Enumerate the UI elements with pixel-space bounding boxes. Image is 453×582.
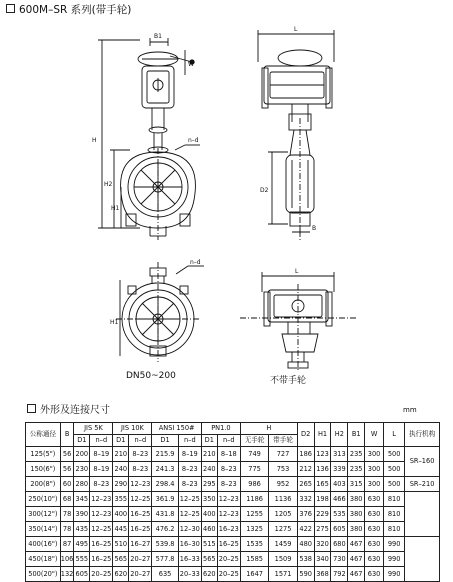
table-cell: 605 [331,522,348,537]
table-cell: 12–23 [90,492,113,507]
table-cell: 8–19 [178,447,201,462]
table-cell: 1585 [240,552,268,567]
table-cell: 460 [201,522,217,537]
table-cell: 150(6") [26,462,61,477]
table-cell: 320 [314,537,331,552]
table-cell: 8–23 [129,462,152,477]
table-cell: 1275 [269,522,297,537]
dim-label-l: L [294,26,298,33]
table-row [26,552,440,567]
table-cell-actuator: SR–210 [405,477,440,492]
table-cell-actuator: SR–160 [405,447,440,477]
table-cell: 16–33 [178,552,201,567]
dimensions-table [25,422,440,582]
caption-without-handwheel: 不带手轮 [270,376,307,386]
table-cell: 339 [331,462,348,477]
dim-label-nd-bottom: n–d [190,259,201,266]
table-cell: 605 [74,567,90,582]
table-cell: 106 [60,552,74,567]
table-cell: 620 [201,567,217,582]
table-cell: 295 [201,477,217,492]
header-jis10k: JIS 10K [113,423,152,435]
table-cell: 376 [297,507,314,522]
header-ansi: ANSI 150# [152,423,202,435]
table-cell: 400 [113,507,129,522]
table-cell: 12–30 [178,522,201,537]
table-cell: 730 [331,552,348,567]
table-cell: 87 [60,537,74,552]
table-cell: 403 [331,477,348,492]
table-cell: 56 [60,462,74,477]
table-cell: 810 [384,507,405,522]
checkbox-square-icon [27,404,36,413]
table-cell: 467 [348,552,365,567]
header-w: W [365,423,384,447]
table-cell: 210 [113,447,129,462]
table-cell: 315 [348,477,365,492]
table-cell: 240 [201,462,217,477]
table-cell: 345 [74,492,90,507]
table-cell: 215.9 [152,447,178,462]
table-cell: 300(12") [26,507,61,522]
table-cell: 630 [365,552,384,567]
table-cell: 20–25 [217,567,240,582]
table-cell: 250(10") [26,492,61,507]
table-cell: 8–19 [90,462,113,477]
header-h-without: 带手轮 [269,435,297,447]
table-cell: 136 [314,462,331,477]
header-actuator: 执行机构 [405,423,440,447]
dim-label-h1: H1 [111,205,120,212]
table-cell: 300 [365,447,384,462]
table-cell: 422 [297,522,314,537]
table-cell: 235 [348,447,365,462]
table-cell: 986 [240,477,268,492]
table-cell: 16–25 [129,522,152,537]
table-cell: 8–19 [90,447,113,462]
table-cell: 466 [331,492,348,507]
table-cell: 12–23 [217,507,240,522]
table-cell: 290 [113,477,129,492]
table-header-row [26,423,440,435]
table-cell: 16–25 [129,507,152,522]
table-cell: 78 [60,522,74,537]
table-cell: 241.3 [152,462,178,477]
table-cell: 515 [201,537,217,552]
table-cell: 990 [384,567,405,582]
table-cell: 810 [384,492,405,507]
table-body [26,447,440,582]
unit-label: mm [403,406,417,414]
section-title: 外形及连接尺寸 [40,405,110,416]
table-cell: 12–23 [217,492,240,507]
table-cell: 630 [365,537,384,552]
table-cell: 810 [384,522,405,537]
header-pn: PN1.0 [201,423,240,435]
header-ansi-nd: n–d [178,435,201,447]
table-cell: 240 [113,462,129,477]
table-cell: 300 [365,477,384,492]
header-h-with: 无手轮 [240,435,268,447]
table-cell: 230 [74,462,90,477]
table-cell: 1509 [269,552,297,567]
header-jis5k: JIS 5K [74,423,113,435]
table-cell: 229 [314,507,331,522]
dim-label-l-bottom: L [295,268,299,275]
table-cell: 380 [348,522,365,537]
table-cell: 235 [348,462,365,477]
table-cell: 680 [331,537,348,552]
table-cell: 361.9 [152,492,178,507]
table-cell: 450(18") [26,552,61,567]
header-l: L [384,423,405,447]
header-b1: B1 [348,423,365,447]
table-cell: 990 [384,552,405,567]
table-cell: 12–25 [90,522,113,537]
table-cell: 8–23 [129,447,152,462]
header-pn-nd: n–d [217,435,240,447]
table-cell: 8–18 [217,447,240,462]
table-cell: 620 [113,567,129,582]
header-jis5k-d1: D1 [74,435,90,447]
table-cell: 952 [269,477,297,492]
table-cell: 476.2 [152,522,178,537]
table-cell: 753 [269,462,297,477]
table-row [26,462,440,477]
table-cell: 20–27 [129,567,152,582]
table-cell: 20–25 [90,567,113,582]
table-cell: 630 [365,522,384,537]
dim-label-b: B [312,225,317,232]
table-cell: 20–27 [129,552,152,567]
header-h1: H1 [314,423,331,447]
table-cell: 68 [60,492,74,507]
dim-label-h: H [92,137,97,144]
table-cell: 340 [314,552,331,567]
table-cell: 12–23 [129,477,152,492]
table-cell: 350 [201,492,217,507]
header-nominal: 公称通径 [26,423,61,447]
header-ansi-d1: D1 [152,435,178,447]
table-cell: 123 [314,447,331,462]
table-cell: 186 [297,447,314,462]
table-cell: 16–27 [129,537,152,552]
table-cell: 577.8 [152,552,178,567]
table-cell: 565 [113,552,129,567]
table-cell: 555 [74,552,90,567]
table-cell: 12–25 [178,492,201,507]
table-cell: 16–25 [90,552,113,567]
table-cell: 20–25 [217,552,240,567]
header-h: H [240,423,297,435]
dim-label-d2: D2 [260,187,269,194]
header-h2: H2 [331,423,348,447]
table-cell: 445 [113,522,129,537]
table-cell: 1136 [269,492,297,507]
table-cell: 332 [297,492,314,507]
table-cell: 78 [60,507,74,522]
table-cell: 400(16") [26,537,61,552]
table-cell: 380 [348,492,365,507]
table-cell: 275 [314,522,331,537]
table-cell: 467 [348,567,365,582]
table-cell: 495 [74,537,90,552]
table-cell: 200 [74,447,90,462]
table-cell: 565 [201,552,217,567]
table-cell: 8–23 [217,477,240,492]
table-cell: 500 [384,462,405,477]
table-cell: 8–23 [178,462,201,477]
table-cell: 500 [384,447,405,462]
table-cell: 390 [74,507,90,522]
dim-label-h1-bottom: H1 [110,319,119,326]
table-cell: 539.8 [152,537,178,552]
caption-dn50-200: DN50~200 [126,371,176,381]
table-cell: 500 [384,477,405,492]
table-cell: 212 [297,462,314,477]
table-row [26,477,440,492]
table-cell: 16–25 [90,537,113,552]
table-cell: 500(20") [26,567,61,582]
table-cell: 210 [201,447,217,462]
table-cell: 630 [365,507,384,522]
table-cell: 16–30 [178,537,201,552]
table-cell: 792 [331,567,348,582]
table-row [26,567,440,582]
table-cell: 480 [297,537,314,552]
table-cell: 749 [240,447,268,462]
table-cell: 1571 [269,567,297,582]
header-pn-d1: D1 [201,435,217,447]
dim-label-b1: B1 [154,33,162,40]
table-cell: 8–23 [217,462,240,477]
table-cell: 1186 [240,492,268,507]
table-cell: 198 [314,492,331,507]
table-cell: 56 [60,447,74,462]
table-cell: 200(8") [26,477,61,492]
table-cell: 8–23 [90,477,113,492]
table-cell: 265 [297,477,314,492]
table-cell: 313 [331,447,348,462]
table-cell: 630 [365,567,384,582]
table-cell: 355 [113,492,129,507]
header-jis10k-nd: n–d [129,435,152,447]
table-cell: 775 [240,462,268,477]
header-jis10k-d1: D1 [113,435,129,447]
table-cell: 298.4 [152,477,178,492]
table-cell: 1459 [269,537,297,552]
table-cell: 12–25 [129,492,152,507]
table-cell: 125(5") [26,447,61,462]
header-b: B [60,423,74,447]
table-row [26,492,440,507]
table-cell: 300 [365,462,384,477]
table-cell: 1647 [240,567,268,582]
table-cell: 380 [348,507,365,522]
table-cell: 60 [60,477,74,492]
table-cell: 635 [152,567,178,582]
table-cell: 400 [201,507,217,522]
table-row [26,507,440,522]
table-cell: 510 [113,537,129,552]
table-row [26,537,440,552]
table-cell: 590 [297,567,314,582]
table-cell: 1205 [269,507,297,522]
table-cell: 538 [297,552,314,567]
table-cell: 132 [60,567,74,582]
table-cell: 350(14") [26,522,61,537]
table-cell: 16–23 [217,522,240,537]
table-cell: 165 [314,477,331,492]
table-cell: 8–23 [178,477,201,492]
table-cell: 990 [384,537,405,552]
table-cell: 727 [269,447,297,462]
table-row [26,447,440,462]
header-jis5k-nd: n–d [90,435,113,447]
dim-label-w: W [188,61,194,68]
table-cell: 630 [365,492,384,507]
table-cell: 431.8 [152,507,178,522]
table-cell: 1535 [240,537,268,552]
table-cell: 20–33 [178,567,201,582]
dim-label-nd: n–d [188,137,199,144]
table-cell: 535 [331,507,348,522]
table-cell: 435 [74,522,90,537]
table-cell: 1255 [240,507,268,522]
table-cell: 16–25 [217,537,240,552]
header-d2: D2 [297,423,314,447]
table-cell: 467 [348,537,365,552]
table-cell: 1325 [240,522,268,537]
table-cell: 368 [314,567,331,582]
dim-label-h2: H2 [104,181,113,188]
table-cell: 12–23 [90,507,113,522]
table-cell: 280 [74,477,90,492]
table-cell-actuator [405,492,440,537]
page-title: 600M–SR 系列(带手轮) [19,4,132,16]
table-cell: 12–25 [178,507,201,522]
table-row [26,522,440,537]
table-cell-actuator [405,537,440,582]
